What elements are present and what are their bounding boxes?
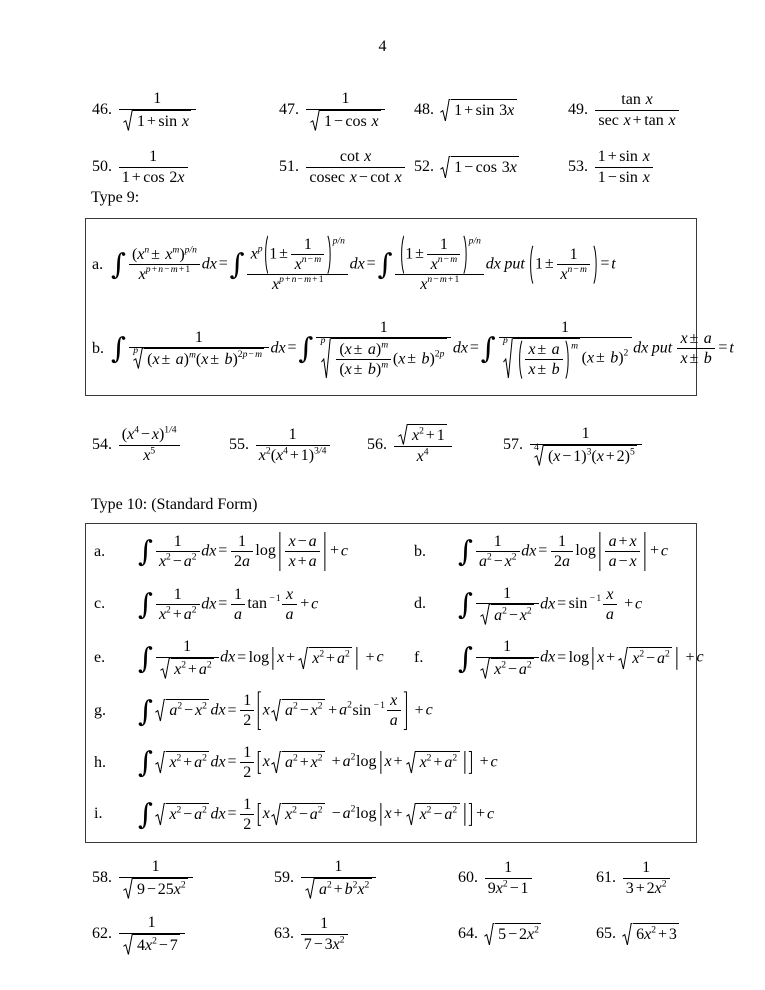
- problem-expression: $\frac{(x^4 - x)^{1/4}}{x^5}$: [117, 425, 181, 464]
- problem-number: 60.: [458, 869, 478, 886]
- formula-cell: [414, 637, 704, 678]
- formula-expression: ∫ 1 p $(x \pm a)^m(x \pm b)^{2p-m}$ dx =∫ 1 p $\frac{(x \pm a)^m}{(x \pm b)^m}$ $(x \pm b)^{2p}$ dx =∫ 1 p $\frac{x \pm a}{x \pm b}$ $^m$ $(x \pm b)^2$ dx put $\frac{x \pm a}{x \pm b}$ = t: [111, 318, 734, 379]
- problem-expression: $\frac{1}{a^2 + b^2x^2}$: [299, 857, 378, 898]
- problems-row-50-53: [92, 141, 745, 193]
- formula-cell: [94, 795, 688, 834]
- formula-letter: d.: [414, 595, 426, 613]
- problem-number: 63.: [274, 925, 294, 942]
- formula-letter: h.: [94, 753, 106, 771]
- problem-item: [568, 90, 680, 129]
- problem-item: [279, 89, 414, 130]
- formula-letter: i.: [94, 805, 103, 823]
- problem-number: 50.: [92, 158, 112, 175]
- formula-cell: [94, 585, 414, 624]
- problem-item: [92, 857, 274, 898]
- problem-number: 56.: [367, 436, 387, 453]
- problem-number: 57.: [503, 436, 523, 453]
- problem-number: 47.: [279, 101, 299, 118]
- problem-item: [458, 923, 596, 946]
- section-label-type9: Type 9:: [91, 189, 140, 206]
- problem-item: [92, 147, 279, 186]
- problem-item: [367, 424, 503, 465]
- formula-row: [94, 584, 688, 625]
- formula-letter: f.: [414, 649, 424, 667]
- formula-expression: ∫ $a^2 - x^2$ dx = $\frac{1}{2}$ x $a^2 - x^2$ + $a^2\sin$ $^{-1}$ $\frac{x}{a}$ + c: [138, 692, 433, 730]
- formula-expression: ∫ $\frac{1}{x^2 + a^2}$ dx = $\frac{1}{a}$ tan $^{-1}$ $\frac{x}{a}$ + c: [138, 585, 319, 623]
- problem-expression: $\frac{1}{x^2(x^4 + 1)^{3/4}}$: [254, 425, 331, 464]
- problem-number: 58.: [92, 869, 112, 886]
- formula-expression: ∫ $\frac{(x^n \pm x^m)^{p/n}}{x^{p+n-m+1}}$ dx =∫ $x^p$ 1 ± $\frac{1}{x^{n-m}}$ $^{p/n}$ $x^{p+n-m+1}$ dx =∫ 1 ± $\frac{1}{x^{n-m}}$ $^{p/n}$ $x^{n-m+1}$ dx put 1 ± $\frac{1}{x^{n-m}}$ = t: [111, 235, 616, 294]
- formula-row: [92, 318, 734, 380]
- formula-expression: ∫ $x^2 + a^2$ dx = $\frac{1}{2}$ x $a^2 + x^2$ + $a^2\log$ x + $x^2 + a^2$ + c: [138, 743, 498, 782]
- problem-number: 51.: [279, 158, 299, 175]
- problem-item: [568, 147, 655, 186]
- formula-letter: a.: [92, 255, 104, 273]
- problem-expression: $\frac{1}{1 + \cos 2x}$: [117, 147, 189, 186]
- problem-number: 61.: [596, 869, 616, 886]
- formula-row: [94, 637, 704, 678]
- problem-expression: $\frac{x^2 + 1}{x^4}$: [392, 424, 453, 465]
- section-label-type10: Type 10: (Standard Form): [91, 496, 258, 513]
- problem-item: [279, 147, 414, 186]
- problems-row-62-65: [92, 906, 745, 962]
- problem-expression: $\frac{1}{4x^2 - 7}$: [117, 913, 186, 954]
- formula-expression: ∫ $\frac{1}{a^2 - x^2}$ dx = sin $^{-1}$ $\frac{x}{a}$ + c: [458, 584, 643, 624]
- formula-expression: ∫ $\frac{1}{x^2 - a^2}$ dx = log x + $x^2 - a^2$ + c: [458, 638, 704, 678]
- formula-cell: [94, 532, 414, 571]
- formula-row: [94, 691, 688, 730]
- problem-expression: $5 - 2x^2$: [483, 923, 543, 946]
- problem-item: [92, 913, 274, 954]
- type9-formula-box: [85, 218, 734, 396]
- problem-item: [229, 425, 367, 464]
- formula-row: [94, 795, 688, 834]
- problem-item: [414, 99, 568, 122]
- formula-row: [92, 235, 690, 295]
- problems-row-58-61: [92, 851, 745, 905]
- problem-item: [274, 857, 458, 898]
- problem-item: [503, 424, 643, 465]
- problem-number: 48.: [414, 100, 434, 118]
- problem-expression: $\frac{1}{\text{1 − cos x}}$: [304, 89, 387, 130]
- problem-number: 55.: [229, 436, 249, 453]
- formula-cell: [414, 532, 688, 571]
- problem-expression: $6x^2 + 3$: [621, 923, 681, 946]
- problem-expression: 1 + sin 3x: [439, 99, 518, 122]
- type10-formula-box: [85, 523, 704, 843]
- problem-number: 64.: [458, 924, 478, 942]
- problem-expression: 1 − cos 3x: [439, 156, 521, 179]
- problem-item: [414, 156, 568, 179]
- page-number: 4: [378, 38, 387, 55]
- problem-item: [596, 858, 671, 897]
- problem-number: 46.: [92, 101, 112, 118]
- formula-expression: ∫ $\frac{1}{a^2 - x^2}$ dx = $\frac{1}{2a}$ log $\frac{a + x}{a - x}$ + c: [458, 533, 668, 571]
- problem-number: 49.: [568, 101, 588, 118]
- formula-cell: [94, 743, 688, 782]
- formula-letter: e.: [94, 649, 106, 667]
- formula-letter: b.: [414, 542, 426, 560]
- problem-expression: $\frac{\text{cot x}}{\text{cosec x − cot x}}$: [304, 147, 407, 186]
- formula-expression: ∫ $\frac{1}{x^2 + a^2}$ dx = log x + $x^2 + a^2$ + c: [138, 638, 384, 678]
- problem-number: 52.: [414, 157, 434, 175]
- formula-cell: [94, 637, 414, 678]
- formula-cell: [414, 584, 688, 625]
- problems-row-46-49: [92, 80, 745, 140]
- formula-expression: ∫ $x^2 - a^2$ dx = $\frac{1}{2}$ x $x^2 - a^2$ − $a^2\log$ x + $x^2 - a^2$ + c: [138, 795, 495, 833]
- problems-row-54-57: [92, 410, 745, 480]
- formula-letter: c.: [94, 595, 106, 613]
- formula-letter: g.: [94, 701, 106, 719]
- problem-item: [92, 89, 279, 130]
- problem-expression: $\frac{1}{9x^2 - 1}$: [483, 858, 533, 897]
- problem-expression: $\frac{\text{tan x}}{\text{sec x + tan x}}$: [593, 90, 680, 129]
- formula-row: [94, 743, 688, 782]
- problem-item: [274, 914, 458, 953]
- formula-row: [94, 532, 688, 571]
- formula-letter: a.: [94, 542, 106, 560]
- problem-expression: $\frac{1}{3 + 2x^2}$: [621, 858, 671, 897]
- problem-expression: $\frac{1}{\text{1 + sin x}}$: [117, 89, 197, 130]
- problem-expression: 1 4 $(x - 1)^3(x + 2)^5$: [528, 424, 643, 465]
- problem-expression: $\frac{1}{9 - 25x^2}$: [117, 857, 194, 898]
- problem-number: 54.: [92, 436, 112, 453]
- problem-number: 53.: [568, 158, 588, 175]
- problem-number: 59.: [274, 869, 294, 886]
- problem-item: [596, 923, 681, 946]
- problem-number: 65.: [596, 924, 616, 942]
- problem-number: 62.: [92, 925, 112, 942]
- formula-expression: ∫ $\frac{1}{x^2 - a^2}$ dx = $\frac{1}{2a}$ log $\frac{x - a}{x + a}$ + c: [138, 533, 348, 571]
- formula-cell: [94, 691, 688, 730]
- problem-item: [458, 858, 596, 897]
- problem-item: [92, 425, 229, 464]
- formula-letter: b.: [92, 339, 104, 357]
- problem-expression: $\frac{1}{7 - 3x^2}$: [299, 914, 349, 953]
- problem-expression: $\frac{\text{1 + sin x}}{\text{1 − sin x}}$: [593, 147, 655, 186]
